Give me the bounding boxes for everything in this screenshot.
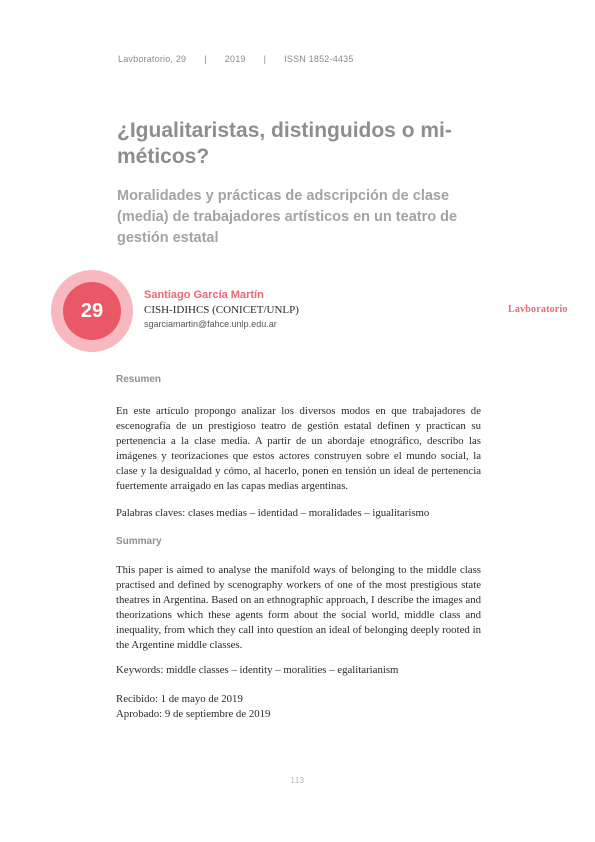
journal-issue: Lavboratorio, 29: [118, 54, 187, 64]
author-email[interactable]: sgarciamartin@fahce.unlp.edu.ar: [144, 319, 277, 329]
author-name: Santiago García Martín: [144, 289, 264, 301]
article-title: ¿Igualitaristas, distinguidos o mi-méticos?: [117, 119, 452, 168]
running-header: [118, 54, 354, 64]
summary-text: This paper is aimed to analyse the manifold ways of belonging to the middle class practised and defined by scenography workers of one of the most prestigious state theatres in Argentina. Based on an ethnographic approach, I describe the images and theorizations which these agents form about the social world, middle class and inequality, from which they call into question an ideal of belonging deeply rooted in the Argentine middle classes.: [116, 564, 481, 651]
summary-heading: Summary: [116, 536, 162, 547]
issue-badge: 29: [63, 282, 121, 340]
header-issn: ISSN 1852-4435: [284, 54, 354, 64]
author-affiliation: CISH-IDIHCS (CONICET/UNLP): [144, 304, 299, 316]
page-number: 113: [290, 776, 305, 785]
header-year: 2019: [224, 54, 246, 64]
summary-keywords: Keywords: middle classes – identity – moralities – egalitarianism: [116, 664, 399, 676]
approved-date: Aprobado: 9 de septiembre de 2019: [116, 708, 271, 720]
article-subtitle: Moralidades y prácticas de adscripción de clase (media) de trabajadores artísticos en un teatro de gestión estatal: [117, 188, 458, 246]
resumen-heading: Resumen: [116, 374, 162, 385]
journal-brand: Lavboratorio: [508, 304, 568, 315]
header-separator: |: [263, 54, 267, 64]
resumen-text: En este artículo propongo analizar los diversos modos en que trabajadores de escenografía de un prestigioso teatro de gestión estatal definen y practican su pertenencia a la clase media. A partir de un abordaje etnográfico, describo las imágenes y teorizaciones que estos actores construyen sobre el mundo social, la clase y la desigualdad y cómo, al hacerlo, ponen en tensión un ideal de pertenencia fuertemente arraigado en las capas medias argentinas.: [116, 405, 481, 492]
resumen-keywords: Palabras claves: clases medias – identidad – moralidades – igualitarismo: [116, 507, 430, 519]
header-separator: |: [204, 54, 207, 64]
received-date: Recibido: 1 de mayo de 2019: [116, 693, 243, 705]
